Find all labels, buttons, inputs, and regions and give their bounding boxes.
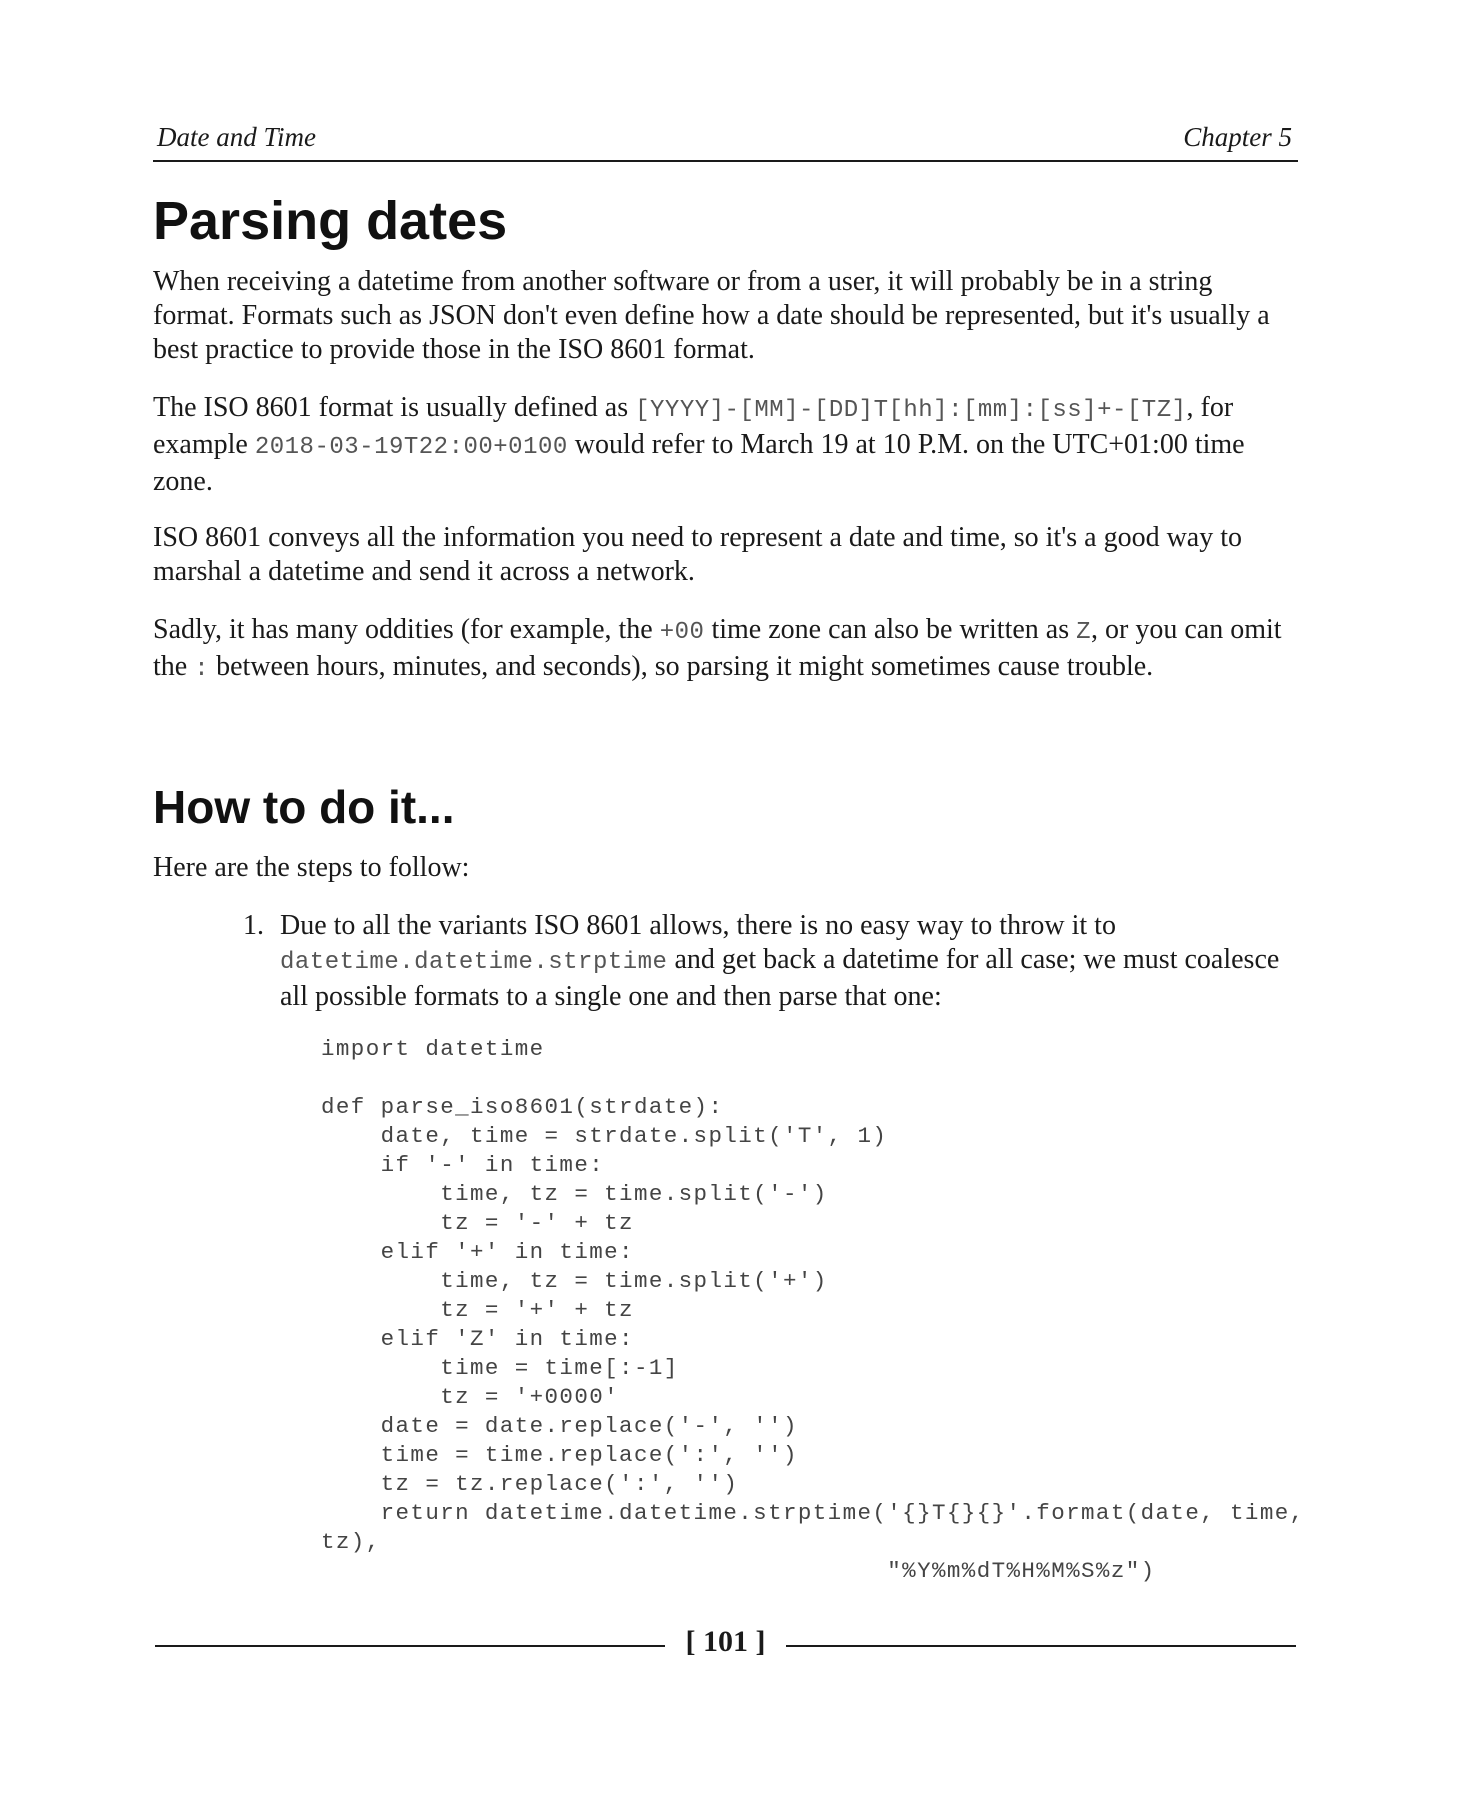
subsection-title: How to do it... xyxy=(153,781,455,833)
page-number: [ 101 ] xyxy=(685,1625,766,1658)
step-text-a: Due to all the variants ISO 8601 allows, there is no easy way to throw it to xyxy=(280,910,1116,941)
p2-format-code: [YYYY]-[MM]-[DD]T[hh]:[mm]:[ss]+-[TZ] xyxy=(635,397,1187,424)
step-code-strptime: datetime.datetime.strptime xyxy=(280,949,668,976)
p4-code-colon: : xyxy=(194,656,210,683)
p4-text-a: Sadly, it has many oddities (for example, the xyxy=(153,614,660,645)
p4-text-b: time zone can also be written as xyxy=(704,614,1077,645)
list-item-number: 1. xyxy=(243,910,264,941)
document-page xyxy=(153,0,1305,1800)
p4-code-plus00: +00 xyxy=(659,619,705,646)
step-text-b: and get back a datetime for all case; we must coalesce all possible formats to a single one and then parse that one: xyxy=(280,944,1280,1012)
p4-text-d: between hours, minutes, and seconds), so parsing it might sometimes cause trouble. xyxy=(209,651,1154,682)
list-item-text xyxy=(280,909,1298,1014)
p2-text-b: , for example xyxy=(153,392,1234,460)
section-title: Parsing dates xyxy=(153,191,508,251)
p2-text-a: The ISO 8601 format is usually defined as xyxy=(153,392,636,423)
p2-example-code: 2018-03-19T22:00+0100 xyxy=(254,434,568,461)
paragraph-iso-format xyxy=(153,391,1298,499)
p4-code-z: Z xyxy=(1076,619,1092,646)
steps-intro: Here are the steps to follow: xyxy=(153,852,470,883)
code-block: import datetime def parse_iso8601(strdate): date, time = strdate.split('T', 1) if '-' in time: time, tz = time.split('-') tz = '-' + tz elif '+' in time: time, tz = time.split('+') tz = '+' + tz elif 'Z' in time: time = time[:-1] tz = '+0000' date = date.replace('-', '') time = time.replace(':', '') tz = tz.replace(':', '') return datetime.datetime.strptime('{}T{}{}'.format(date, time, tz), "%Y%m%dT%H%M%S%z") xyxy=(321,1036,1305,1584)
running-header xyxy=(153,120,1298,162)
header-chapter-title: Date and Time xyxy=(157,122,316,152)
paragraph-intro: When receiving a datetime from another software or from a user, it will probably be in a string format. Formats such as JSON don't even define how a date should be represented, but it's usually a best practice to provide those in the ISO 8601 format. xyxy=(153,266,1270,365)
header-chapter-number: Chapter 5 xyxy=(1183,122,1292,152)
footer-rule-right xyxy=(786,1645,1296,1647)
paragraph-marshal: ISO 8601 conveys all the information you need to represent a date and time, so it's a good way to marshal a datetime and send it across a network. xyxy=(153,522,1243,587)
page-footer xyxy=(153,1625,1298,1665)
p4-text-c: , or you can omit the xyxy=(153,614,1282,682)
p2-text-c: would refer to March 19 at 10 P.M. on the UTC+01:00 time zone. xyxy=(153,429,1245,497)
paragraph-oddities xyxy=(153,613,1298,687)
